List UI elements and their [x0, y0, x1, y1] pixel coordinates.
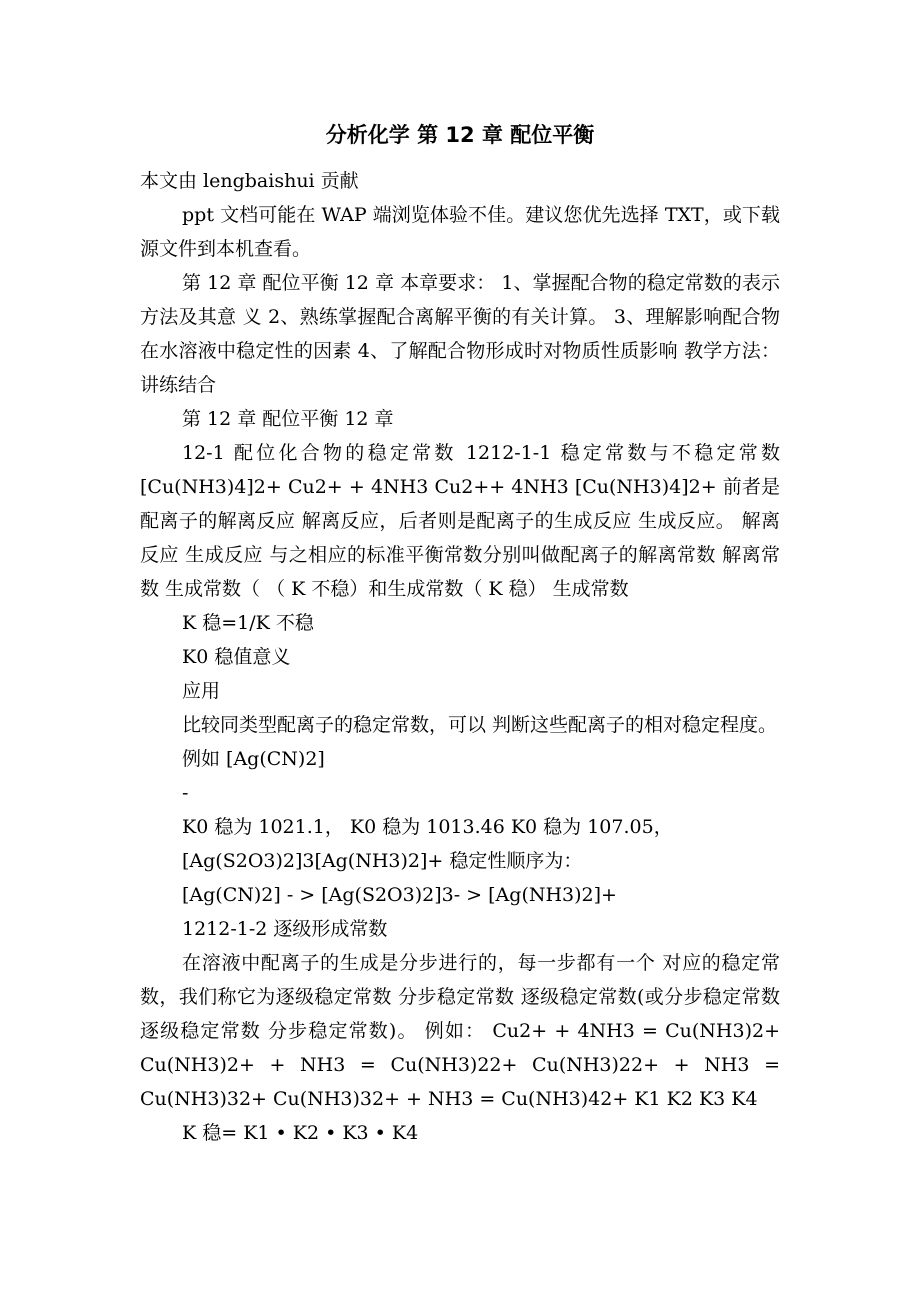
paragraph: 例如 [Ag(CN)2] — [182, 748, 325, 770]
paragraph: 应用 — [182, 680, 221, 702]
paragraph: [Ag(S2O3)2]3[Ag(NH3)2]+ 稳定性顺序为： — [182, 850, 583, 872]
paragraph: 比较同类型配离子的稳定常数，可以 判断这些配离子的相对稳定程度。 — [182, 714, 778, 736]
paragraph: 本文由 lengbaishui 贡献 — [140, 170, 359, 192]
paragraph: 在溶液中配离子的生成是分步进行的，每一步都有一个 对应的稳定常数，我们称它为逐级稳定常数 分步稳定常数 逐级稳定常数(或分步稳定常数 逐级稳定常数 分步稳定常数)。 例如： Cu2+ + 4NH3 = Cu(NH3)2+ Cu(NH3)2+ + NH3 = Cu(NH3)22+ Cu(NH3)22+ + NH3 = Cu(NH3)32+ Cu(NH3)32+ + NH3 = Cu(NH3)42+ K1 K2 K3 K4 — [140, 952, 780, 1110]
paragraph: [Ag(CN)2] - > [Ag(S2O3)2]3- > [Ag(NH3)2]+ — [182, 884, 617, 906]
paragraph: 第 12 章 配位平衡 12 章 — [182, 408, 394, 430]
paragraph: 12-1 配位化合物的稳定常数 1212-1-1 稳定常数与不稳定常数 [Cu(NH3)4]2+ Cu2+ + 4NH3 Cu2++ 4NH3 [Cu(NH3)4]2+ 前者是配离子的解离反应 解离反应，后者则是配离子的生成反应 生成反应。 解离反应 生成反应 与之相应的标准平衡常数分别叫做配离子的解离常数 解离常数 生成常数（ （ K 不稳）和生成常数（ K 稳） 生成常数 — [140, 442, 780, 600]
paragraph: - — [182, 782, 189, 804]
paragraph: ppt 文档可能在 WAP 端浏览体验不佳。建议您优先选择 TXT，或下载源文件到本机查看。 — [140, 204, 780, 260]
document-body — [140, 164, 780, 1150]
paragraph: K 稳=1/K 不稳 — [182, 612, 314, 634]
paragraph: K0 稳值意义 — [182, 646, 291, 668]
document-title: 分析化学 第 12 章 配位平衡 — [325, 123, 595, 147]
paragraph: K 稳= K1 • K2 • K3 • K4 — [182, 1122, 419, 1144]
paragraph: K0 稳为 1021.1， K0 稳为 1013.46 K0 稳为 107.05， — [182, 816, 673, 838]
paragraph: 第 12 章 配位平衡 12 章 本章要求： 1、掌握配合物的稳定常数的表示方法及其意 义 2、熟练掌握配合离解平衡的有关计算。 3、理解影响配合物在水溶液中稳定性的因素 4、了解配合物形成时对物质性质影响 教学方法：讲练结合 — [140, 272, 780, 396]
paragraph: 1212-1-2 逐级形成常数 — [182, 918, 388, 940]
